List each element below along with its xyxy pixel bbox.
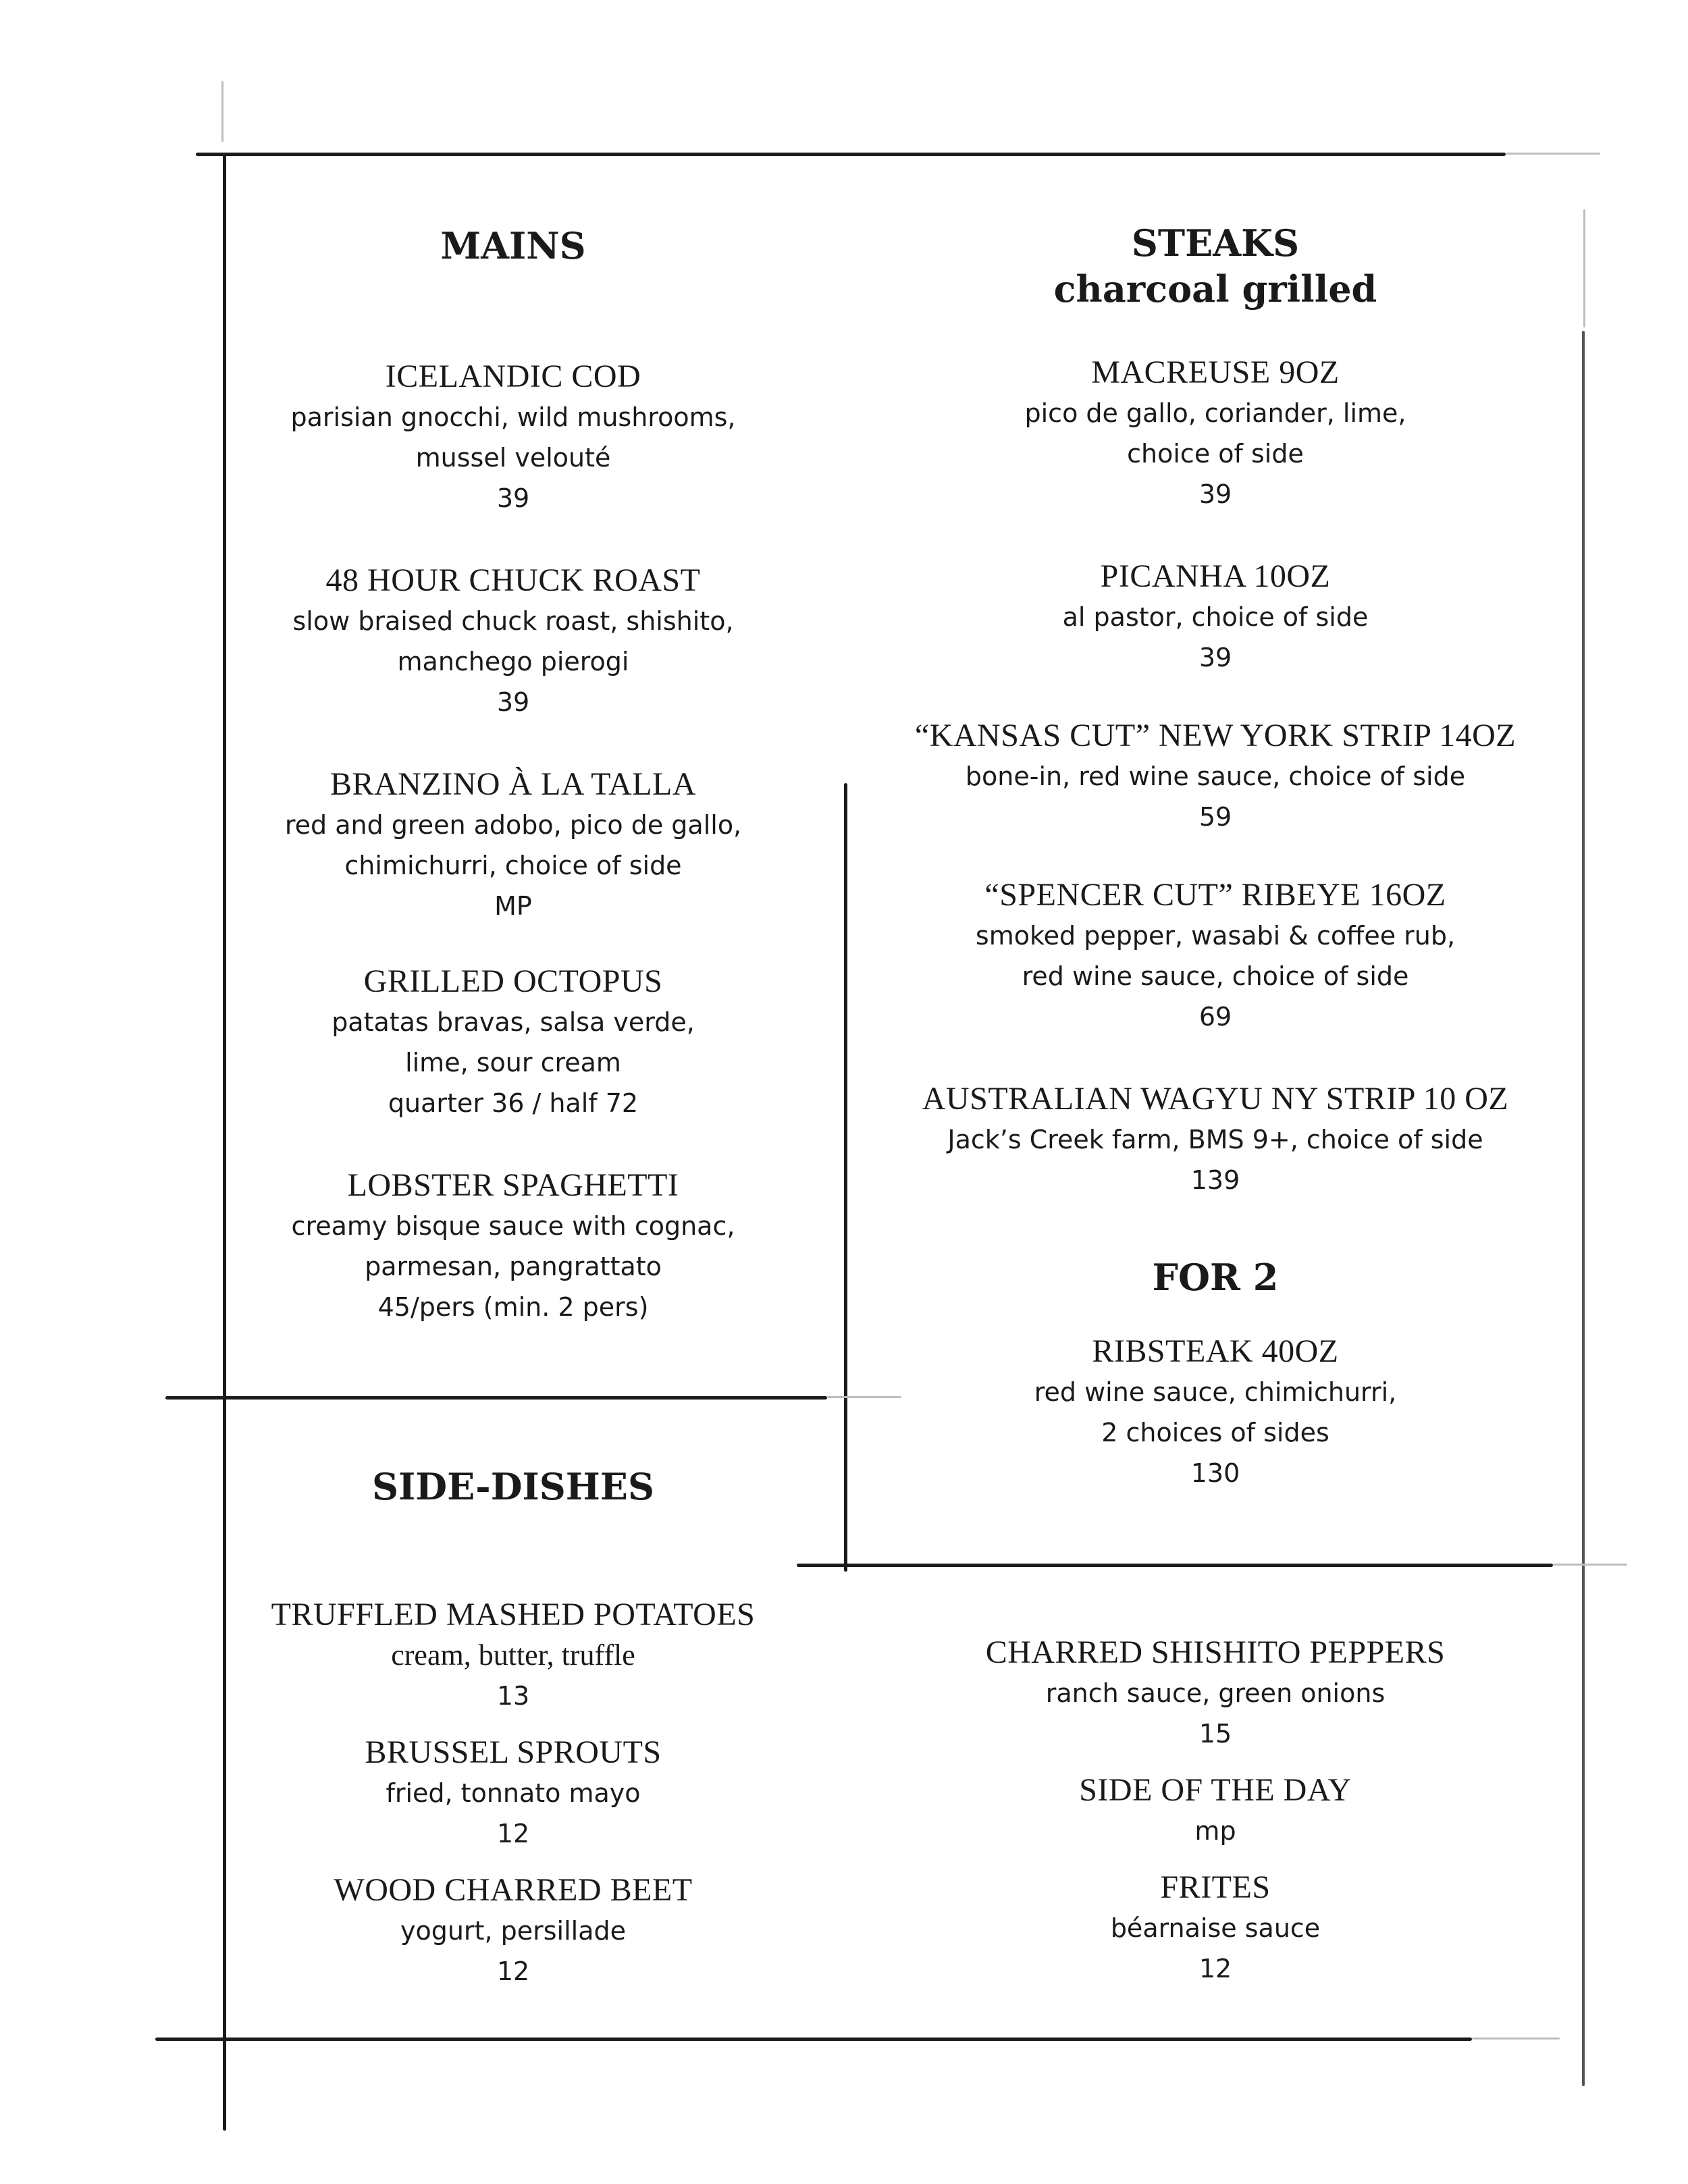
item-desc: chimichurri, choice of side: [344, 851, 682, 880]
item-price: 69: [1198, 1002, 1232, 1032]
item-desc: al pastor, choice of side: [1062, 602, 1369, 632]
item-desc: slow braised chuck roast, shishito,: [292, 606, 734, 636]
item-desc: Jack’s Creek farm, BMS 9+, choice of side: [947, 1125, 1483, 1154]
item-desc: béarnaise sauce: [1110, 1913, 1321, 1943]
menu-item: [243, 1595, 783, 1716]
item-name: “SPENCER CUT” RIBEYE 16OZ: [984, 877, 1446, 913]
frame-bottom-rule: [155, 2037, 1472, 2041]
item-name: TRUFFLED MASHED POTATOES: [271, 1597, 756, 1632]
item-desc: red wine sauce, choice of side: [1022, 961, 1409, 991]
item-desc: lime, sour cream: [405, 1048, 621, 1077]
frame-bottom-rule-tail: [1472, 2037, 1560, 2040]
item-name: SIDE OF THE DAY: [1079, 1772, 1352, 1808]
item-name: RIBSTEAK 40OZ: [1092, 1333, 1339, 1369]
item-price: 13: [496, 1681, 530, 1711]
item-price: 39: [1198, 479, 1232, 509]
item-desc: mp: [1194, 1816, 1236, 1846]
mains-section: [243, 223, 783, 1327]
menu-item: [878, 352, 1553, 514]
item-price: 12: [1198, 1954, 1232, 1983]
frame-right-rule: [1582, 331, 1585, 2086]
mains-heading: MAINS: [440, 224, 586, 267]
item-price: 130: [1190, 1458, 1240, 1488]
item-desc: parisian gnocchi, wild mushrooms,: [290, 402, 736, 432]
item-name: CHARRED SHISHITO PEPPERS: [985, 1634, 1446, 1670]
menu-item: [243, 356, 783, 518]
item-price: MP: [494, 891, 532, 921]
column-divider-rule: [844, 783, 847, 1572]
item-name: FRITES: [1160, 1869, 1271, 1905]
item-desc: manchego pierogi: [397, 647, 629, 676]
item-price: 15: [1198, 1719, 1232, 1749]
menu-item: [243, 560, 783, 722]
sides-heading-wrap: [243, 1464, 783, 1510]
item-name: 48 HOUR CHUCK ROAST: [325, 562, 701, 598]
item-name: BRANZINO À LA TALLA: [329, 766, 697, 802]
menu-item: [243, 1732, 783, 1854]
item-desc: patatas bravas, salsa verde,: [332, 1007, 695, 1037]
menu-item: [878, 875, 1553, 1037]
item-price: quarter 36 / half 72: [388, 1088, 639, 1118]
item-desc: 2 choices of sides: [1101, 1418, 1329, 1447]
item-desc: creamy bisque sauce with cognac,: [291, 1211, 735, 1241]
item-price: 39: [1198, 643, 1232, 672]
frame-left-top-tick: [221, 81, 223, 142]
item-name: WOOD CHARRED BEET: [334, 1872, 693, 1908]
item-name: GRILLED OCTOPUS: [363, 963, 663, 999]
frame-top-rule: [196, 153, 1506, 156]
item-name: MACREUSE 9OZ: [1091, 354, 1340, 390]
item-name: PICANHA 10OZ: [1100, 558, 1331, 594]
item-price: 45/pers (min. 2 pers): [377, 1292, 649, 1322]
item-desc: red and green adobo, pico de gallo,: [284, 810, 742, 840]
item-desc: pico de gallo, coriander, lime,: [1024, 398, 1406, 428]
item-name: “KANSAS CUT” NEW YORK STRIP 14OZ: [914, 718, 1516, 753]
item-desc: smoked pepper, wasabi & coffee rub,: [975, 921, 1456, 951]
menu-item: [878, 1079, 1553, 1200]
item-name: ICELANDIC COD: [385, 358, 641, 394]
for2-bottom-rule-tail: [1553, 1564, 1627, 1566]
item-desc: bone-in, red wine sauce, choice of side: [965, 762, 1466, 791]
menu-item: [878, 716, 1553, 837]
item-name: LOBSTER SPAGHETTI: [347, 1167, 679, 1203]
menu-item: [243, 1870, 783, 1992]
item-desc: parmesan, pangrattato: [365, 1252, 662, 1281]
for2-heading: FOR 2: [1152, 1256, 1279, 1299]
item-price: 139: [1190, 1165, 1240, 1195]
menu-item: [243, 764, 783, 926]
item-price: 39: [496, 483, 530, 513]
item-price: 12: [496, 1819, 530, 1848]
frame-top-rule-tail: [1506, 153, 1600, 155]
mains-bottom-rule: [165, 1396, 827, 1400]
item-desc: yogurt, persillade: [400, 1916, 626, 1946]
item-desc: cream, butter, truffle: [391, 1639, 635, 1672]
frame-right-rule-top: [1583, 209, 1585, 327]
menu-item: [878, 556, 1553, 678]
menu-item: [878, 1331, 1553, 1493]
for2-bottom-rule: [797, 1564, 1553, 1567]
item-desc: choice of side: [1127, 439, 1304, 469]
item-price: 59: [1198, 802, 1232, 832]
item-desc: mussel velouté: [415, 443, 611, 473]
menu-item: [878, 1867, 1553, 1989]
item-price: 12: [496, 1956, 530, 1986]
menu-item: [243, 1165, 783, 1327]
menu-item: [878, 1770, 1553, 1851]
sides-heading: SIDE-DISHES: [372, 1465, 654, 1508]
item-desc: red wine sauce, chimichurri,: [1034, 1377, 1397, 1407]
menu-item: [243, 961, 783, 1123]
frame-left-rule: [223, 153, 226, 2131]
item-name: BRUSSEL SPROUTS: [365, 1734, 662, 1770]
item-desc: ranch sauce, green onions: [1045, 1678, 1386, 1708]
steaks-section: [878, 220, 1553, 1493]
item-name: AUSTRALIAN WAGYU NY STRIP 10 OZ: [922, 1081, 1509, 1117]
item-price: 39: [496, 687, 530, 717]
sides-right: [878, 1632, 1553, 1989]
steaks-subheading: charcoal grilled: [1053, 267, 1377, 311]
sides-left: [243, 1595, 783, 1992]
menu-item: [878, 1632, 1553, 1754]
steaks-heading: STEAKS: [1131, 221, 1300, 265]
item-desc: fried, tonnato mayo: [386, 1778, 641, 1808]
